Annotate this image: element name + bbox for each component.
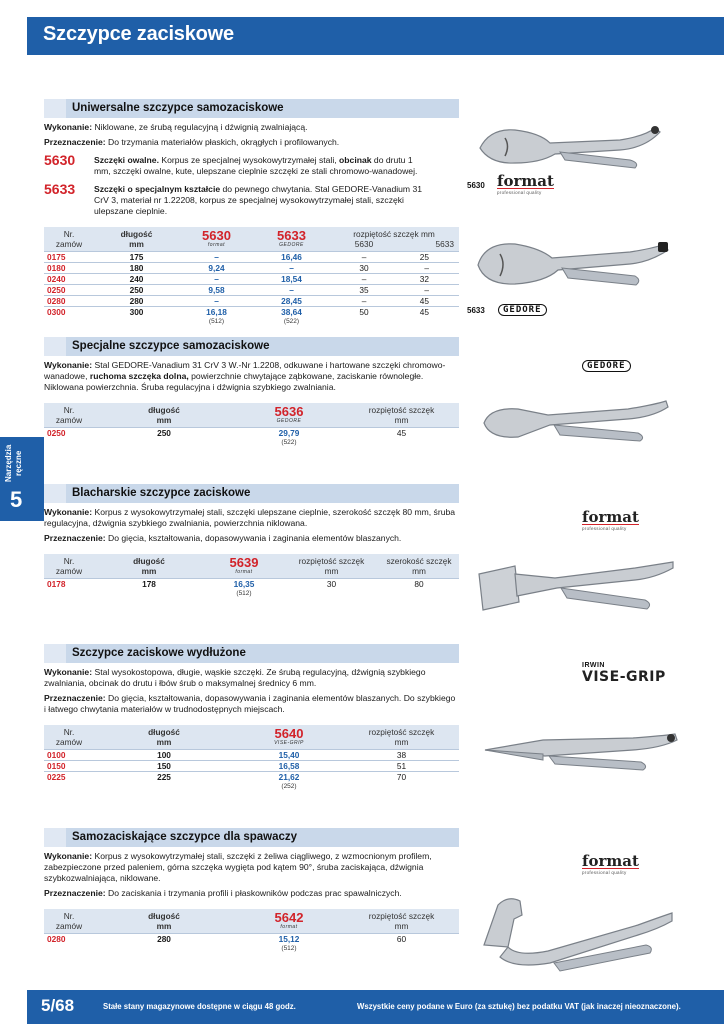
description-przeznaczenie (44, 693, 459, 715)
table-cell: (522) (283, 318, 300, 325)
h-range-mm: mm (394, 415, 409, 425)
h-nr: Nr. (63, 405, 75, 415)
brand-logo-gedore: GEDORE (498, 304, 547, 316)
h-zamow: zamów (55, 566, 83, 576)
h-zamow: zamów (55, 239, 83, 249)
table-cell (399, 317, 459, 327)
table-cell: 0178 (47, 579, 66, 589)
table-cell: – (424, 285, 429, 295)
h-code-5633: 5633 (277, 228, 306, 243)
heading-marker (44, 644, 66, 663)
section-title: Blacharskie szczypce zaciskowe (72, 487, 251, 499)
text-wykonanie: Stal wysokostopowa, długie, wąskie szczęki. Ze śrubą regulacyjną, dźwignią szybkiego zwalniania, obcinak do drutu i łbów śrub o maksymalnej średnicy 6 mm. (44, 667, 426, 688)
table-cell: 0150 (47, 761, 66, 771)
table-cell: 175 (129, 252, 144, 262)
table-cell (94, 438, 234, 448)
h-range: rozpiętość szczęk (368, 727, 435, 737)
pliers-5636-illustration (478, 395, 673, 453)
table-cell: 70 (396, 772, 407, 782)
table-cell: 16,35 (233, 579, 255, 589)
table-header-row (44, 227, 459, 252)
reference-row (44, 317, 459, 327)
table-row (44, 307, 459, 318)
table-cell: 16,18 (206, 307, 227, 317)
mini-brand-visegrip: VISE-GRIP (274, 740, 304, 746)
description-przeznaczenie (44, 137, 459, 148)
h-mm: mm (156, 737, 172, 747)
mini-brand-format: format (235, 569, 253, 575)
table-cell: 18,54 (281, 274, 302, 284)
table-cell: (512) (208, 318, 225, 325)
brand-logo-irwin (582, 662, 666, 685)
table-cell: 280 (157, 934, 171, 944)
heading-marker (44, 828, 66, 847)
h-range-mm: mm (324, 566, 339, 576)
table-cell: – (214, 296, 219, 306)
table-cell: 0180 (47, 263, 66, 273)
h-code: 5640 (274, 726, 304, 741)
table-cell: 38 (396, 750, 407, 760)
text-przeznaczenie: Do gięcia, kształtowania, dopasowywania i zaginania elementów blaszanych. (108, 533, 402, 543)
chapter-number: 5 (10, 487, 23, 512)
table-cell: (512) (236, 590, 252, 597)
table-cell: 0250 (47, 285, 66, 295)
table-cell: 9,24 (208, 263, 225, 273)
table-cell: 16,58 (278, 761, 300, 771)
h-code-5630: 5630 (202, 228, 231, 243)
page-footer (27, 990, 724, 1024)
brand-logo-gedore: GEDORE (582, 360, 631, 372)
mini-brand-gedore: GEDORE (279, 242, 304, 248)
table-row (44, 428, 459, 439)
text-wykonanie-1: Stal GEDORE-Vanadium 31 CrV 3 W.-Nr 1.2208, odkuwane i hartowane szczęki chromowo-wanadowe, (44, 360, 446, 381)
h-len: długość (120, 229, 153, 239)
section-title: Szczypce zaciskowe wydłużone (72, 647, 246, 659)
price-table (44, 909, 459, 954)
text-wykonanie-2: powierzchnie chwytające ząbkowane, zaciskanie równoległe. Niklowana powierzchnia. Śruba regulacyjna i dźwignia szybkiego zwalniania. (44, 371, 424, 392)
section-special-pliers (44, 337, 459, 448)
table-cell: 250 (157, 428, 171, 438)
brand-format-sub: professional quality (582, 524, 639, 531)
pliers-5633-illustration (470, 230, 675, 300)
table-cell: 240 (129, 274, 144, 284)
label-wykonanie: Wykonanie: (44, 122, 93, 132)
price-table (44, 554, 459, 599)
table-cell (379, 589, 459, 599)
reference-row (44, 782, 459, 792)
table-row (44, 761, 459, 772)
pliers-5642-illustration (478, 885, 678, 980)
col-code (204, 554, 284, 579)
h-zamow: zamów (55, 737, 83, 747)
section-sheet-metal-pliers (44, 484, 459, 599)
description-wykonanie (44, 507, 459, 529)
col-len (94, 403, 234, 428)
table-cell: 300 (129, 307, 144, 317)
label-przeznaczenie: Przeznaczenie: (44, 693, 106, 703)
table-cell: 28,45 (281, 296, 302, 306)
section-heading (44, 644, 459, 663)
h-code: 5642 (274, 910, 304, 925)
table-cell: 15,40 (278, 750, 300, 760)
table-cell: 178 (142, 579, 156, 589)
table-row (44, 579, 459, 590)
table-cell (329, 317, 399, 327)
section-title: Specjalne szczypce samozaciskowe (72, 340, 270, 352)
table-cell (284, 589, 379, 599)
table-cell: 30 (359, 263, 369, 273)
table-row (44, 750, 459, 761)
h-width-mm: mm (412, 566, 426, 576)
col-5630 (179, 227, 254, 252)
footer-price-note: Wszystkie ceny podane w Euro (za sztukę) bez podatku VAT (jak inaczej nieoznaczone). (357, 1002, 681, 1011)
table-cell: 225 (157, 772, 171, 782)
h-mm: mm (156, 921, 172, 931)
col-nr (44, 554, 94, 579)
h-len: długość (133, 556, 165, 566)
footer-delivery-note: Stałe stany magazynowe dostępne w ciągu 48 godz. (103, 1002, 296, 1011)
variant-bold: Szczęki o specjalnym kształcie (94, 184, 221, 194)
label-przeznaczenie: Przeznaczenie: (44, 888, 106, 898)
col-code (234, 403, 344, 428)
h-r1: 5630 (354, 239, 374, 249)
brand-format-text: format (497, 172, 554, 190)
section-heading (44, 337, 459, 356)
h-range-mm: mm (394, 737, 409, 747)
text-wykonanie-bold: ruchoma szczęka dolna, (89, 371, 189, 381)
pliers-5639-illustration (475, 552, 680, 627)
heading-marker (44, 484, 66, 503)
section-welding-pliers (44, 828, 459, 954)
table-row (44, 252, 459, 263)
h-mm: mm (129, 239, 144, 249)
col-code (234, 725, 344, 750)
brand-logo-format (582, 852, 639, 875)
variant-code: 5633 (44, 181, 76, 197)
table-cell: 180 (129, 263, 144, 273)
section-long-nose-pliers (44, 644, 459, 792)
col-len (94, 227, 179, 252)
table-header-row (44, 403, 459, 428)
h-range: rozpiętość szczęk (368, 911, 435, 921)
text-przeznaczenie: Do gięcia, kształtowania, dopasowywania i zaginania elementów blaszanych. Do szybkiego i łatwego chwytania materiałów w trudnodostępnych miejscach. (44, 693, 456, 714)
image-label-5630: 5630 (467, 181, 485, 190)
table-cell (344, 438, 459, 448)
col-range (329, 227, 459, 252)
h-width: szerokość szczęk (386, 556, 452, 566)
chapter-label: Narzędzia ręczne (4, 444, 23, 482)
text-wykonanie: Niklowane, ze śrubą regulacyjną i dźwignią zwalniającą. (94, 122, 308, 132)
table-cell: 15,12 (278, 934, 300, 944)
table-cell: (252) (281, 783, 297, 790)
product-image-5636 (478, 395, 673, 453)
price-table (44, 403, 459, 448)
table-cell: 0280 (47, 296, 66, 306)
table-cell: – (361, 252, 367, 262)
text-przeznaczenie: Do trzymania materiałów płaskich, okrągłych i profilowanych. (108, 137, 340, 147)
h-zamow: zamów (55, 921, 83, 931)
brand-logo-format (582, 508, 639, 531)
table-row (44, 934, 459, 945)
table-cell: 100 (157, 750, 171, 760)
label-przeznaczenie: Przeznaczenie: (44, 137, 106, 147)
table-cell (44, 589, 94, 599)
table-cell: 21,62 (278, 772, 300, 782)
brand-logo-format (497, 172, 554, 195)
variant-code: 5630 (44, 152, 76, 168)
col-nr (44, 227, 94, 252)
price-table (44, 725, 459, 792)
table-cell: 280 (129, 296, 144, 306)
variant-bold-2: obcinak (339, 155, 372, 165)
table-cell: 0175 (47, 252, 66, 262)
table-cell: 45 (419, 307, 429, 317)
h-mm: mm (141, 566, 157, 576)
table-cell: 51 (396, 761, 407, 771)
col-range (344, 403, 459, 428)
heading-marker (44, 337, 66, 356)
col-nr (44, 725, 94, 750)
h-range: rozpiętość szczęk mm (353, 229, 435, 239)
variant-text (94, 155, 424, 177)
pliers-5640-illustration (483, 718, 683, 780)
table-cell (344, 944, 459, 954)
table-cell: 30 (326, 579, 337, 589)
col-5633 (254, 227, 329, 252)
page-header (27, 17, 724, 55)
table-header-row (44, 725, 459, 750)
table-row (44, 772, 459, 783)
table-row (44, 274, 459, 285)
section-title: Samozaciskające szczypce dla spawaczy (72, 831, 298, 843)
table-cell: 38,64 (281, 307, 302, 317)
h-mm: mm (156, 415, 172, 425)
section-heading (44, 99, 459, 118)
h-r2: 5633 (435, 239, 454, 249)
table-cell: 0300 (47, 307, 66, 317)
table-cell: – (214, 252, 219, 262)
h-range: rozpiętość szczęk (368, 405, 435, 415)
section-heading (44, 484, 459, 503)
variant-text-part-2: do drutu 1 mm, szczęki owalne, kute, ulepszane cieplnie szczęki ze stali chromowo-wanadowej. (94, 155, 418, 176)
label-wykonanie: Wykonanie: (44, 851, 93, 861)
price-table (44, 227, 459, 327)
section-heading (44, 828, 459, 847)
table-cell: 29,79 (278, 428, 300, 438)
col-len (94, 554, 204, 579)
table-cell: 0250 (47, 428, 66, 438)
table-header-row (44, 909, 459, 934)
product-image-5642 (478, 885, 678, 980)
reference-row (44, 944, 459, 954)
table-header-row (44, 554, 459, 579)
table-cell: 35 (359, 285, 369, 295)
table-cell: – (214, 274, 219, 284)
reference-row (44, 589, 459, 599)
description-wykonanie (44, 667, 459, 689)
product-image-5640 (483, 718, 683, 780)
heading-marker (44, 99, 66, 118)
table-cell: 0280 (47, 934, 66, 944)
col-code (234, 909, 344, 934)
col-len (94, 909, 234, 934)
brand-format-text: format (582, 852, 639, 870)
table-cell: – (289, 285, 294, 295)
table-cell: (512) (281, 945, 297, 952)
product-image-5639 (475, 552, 680, 627)
description-wykonanie (44, 122, 459, 133)
table-cell (44, 944, 94, 954)
table-cell (94, 317, 179, 327)
table-cell (44, 317, 94, 327)
page-number: 5/68 (41, 996, 75, 1015)
page-title: Szczypce zaciskowe (43, 23, 234, 45)
table-cell (94, 782, 234, 792)
label-wykonanie: Wykonanie: (44, 360, 93, 370)
mini-brand-format: format (207, 242, 226, 248)
h-nr: Nr. (63, 229, 75, 239)
table-cell: 25 (419, 252, 429, 262)
col-nr (44, 909, 94, 934)
table-cell: 9,58 (208, 285, 225, 295)
col-width (379, 554, 459, 579)
table-cell: 45 (396, 428, 407, 438)
h-nr: Nr. (63, 727, 75, 737)
h-code: 5639 (229, 555, 259, 570)
table-cell: 50 (359, 307, 369, 317)
label-przeznaczenie: Przeznaczenie: (44, 533, 106, 543)
table-cell (44, 438, 94, 448)
h-len: długość (148, 911, 180, 921)
h-zamow: zamów (55, 415, 83, 425)
brand-format-sub: professional quality (582, 868, 639, 875)
h-len: długość (148, 405, 180, 415)
table-cell: 250 (129, 285, 144, 295)
col-range (344, 725, 459, 750)
variant-5630 (44, 152, 459, 177)
image-label-5633: 5633 (467, 306, 485, 315)
table-cell: 150 (157, 761, 171, 771)
table-cell: 0100 (47, 750, 66, 760)
variant-bold: Szczęki owalne. (94, 155, 159, 165)
description-wykonanie (44, 360, 459, 393)
brand-visegrip-text: VISE-GRIP (582, 669, 666, 685)
brand-format-text: format (582, 508, 639, 526)
table-cell: 0225 (47, 772, 66, 782)
h-range-mm: mm (394, 921, 409, 931)
table-cell: (522) (281, 439, 297, 446)
table-cell: 16,46 (281, 252, 302, 262)
h-len: długość (148, 727, 180, 737)
table-cell: – (361, 296, 367, 306)
h-range: rozpiętość szczęk (298, 556, 365, 566)
table-cell (344, 782, 459, 792)
table-cell: 80 (414, 579, 424, 589)
text-przeznaczenie: Do zaciskania i trzymania profili i płaskowników podczas prac spawalniczych. (108, 888, 402, 898)
chapter-tab (0, 437, 44, 521)
mini-brand-format: format (280, 924, 298, 930)
table-row (44, 285, 459, 296)
variant-text-part: do pewnego chwytania. Stal GEDORE-Vanadium 31 CrV 3, materiał nr 1.22208, korpus ze specjalnej wysokowytrzymałej stali, szczęki ulepszane cieplnie. (94, 184, 423, 216)
table-cell: 0240 (47, 274, 66, 284)
col-len (94, 725, 234, 750)
description-przeznaczenie (44, 533, 459, 544)
table-cell: 60 (396, 934, 407, 944)
col-range (284, 554, 379, 579)
h-nr: Nr. (63, 911, 75, 921)
label-wykonanie: Wykonanie: (44, 667, 93, 677)
brand-format-sub: professional quality (497, 188, 554, 195)
table-cell: – (424, 263, 429, 273)
description-wykonanie (44, 851, 459, 884)
col-range (344, 909, 459, 934)
table-row (44, 296, 459, 307)
label-wykonanie: Wykonanie: (44, 507, 93, 517)
table-cell: 45 (419, 296, 429, 306)
section-title: Uniwersalne szczypce samozaciskowe (72, 102, 284, 114)
table-cell (44, 782, 94, 792)
variant-5633 (44, 181, 459, 217)
h-code: 5636 (274, 404, 304, 419)
table-cell: 32 (419, 274, 429, 284)
variant-text (94, 184, 424, 217)
section-universal-pliers (44, 99, 459, 327)
brand-irwin-text: IRWIN (582, 662, 605, 669)
variant-text-part: Korpus ze specjalnej wysokowytrzymałej stali, (161, 155, 337, 165)
text-wykonanie: Korpus z wysokowytrzymałej stali, szczęki z żeliwa ciągliwego, z wzmocnionym profilem, zabezpieczone przed paleniem, górna szczęka wygięta pod kątem 90°, śruba zaciskająca, dźwignia szybkozwalniająca, niklowane. (44, 851, 432, 883)
text-wykonanie: Korpus z wysokowytrzymałej stali, szczęki ulepszane cieplnie, szerokość szczęk 80 mm, śruba regulacyjna, dźwignia szybkiego zwalniania, powierzchnia niklowana. (44, 507, 456, 528)
table-cell (94, 944, 234, 954)
table-row (44, 263, 459, 274)
col-nr (44, 403, 94, 428)
table-cell: – (361, 274, 367, 284)
reference-row (44, 438, 459, 448)
product-image-5633 (470, 230, 675, 300)
table-cell: – (289, 263, 294, 273)
h-nr: Nr. (63, 556, 75, 566)
description-przeznaczenie (44, 888, 459, 899)
mini-brand-gedore: GEDORE (276, 418, 302, 424)
table-cell (94, 589, 204, 599)
